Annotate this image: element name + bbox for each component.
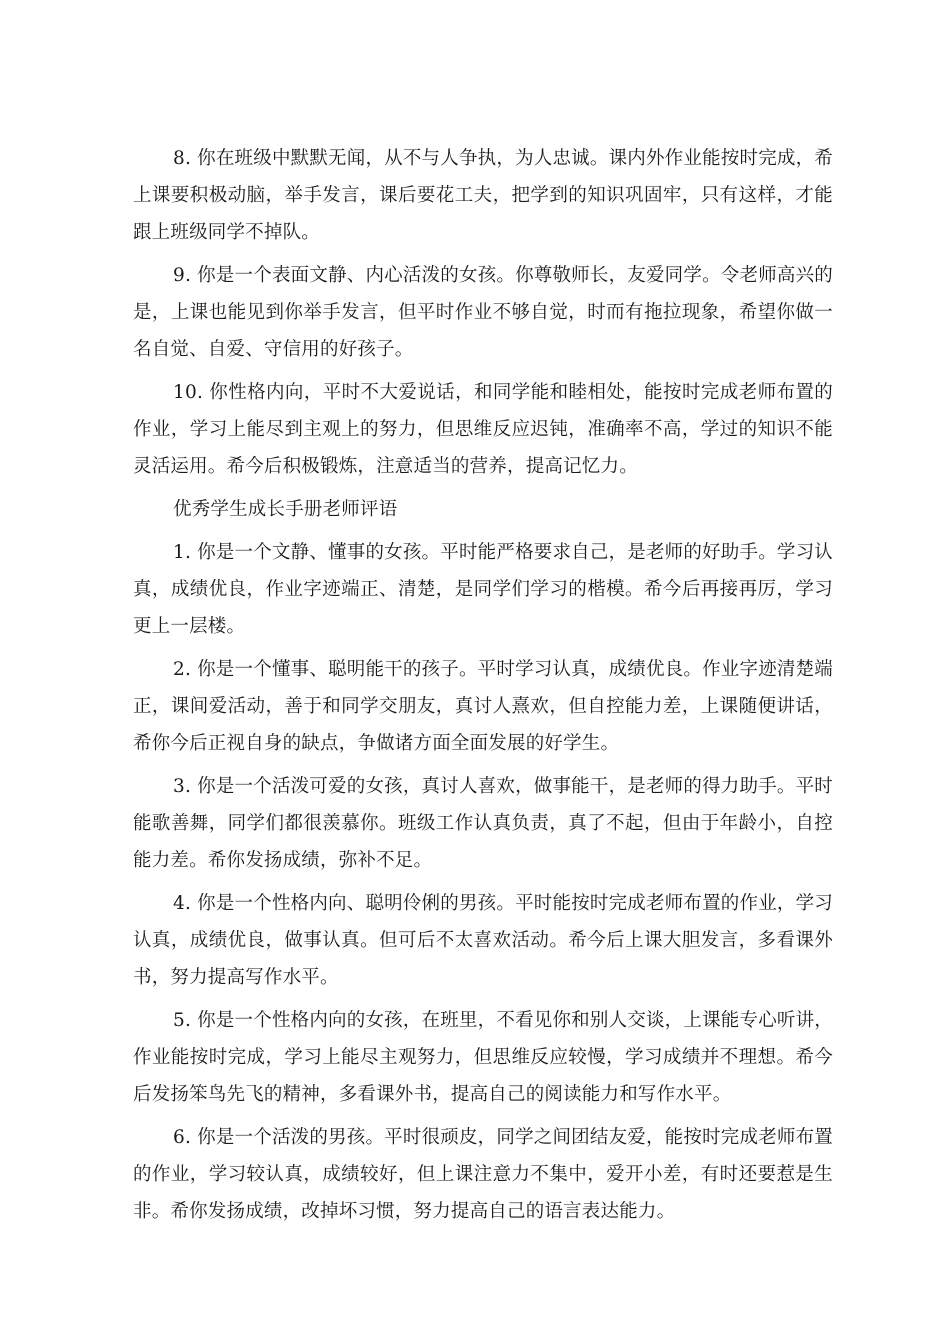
comment-paragraph-9: 9. 你是一个表面文静、内心活泼的女孩。你尊敬师长，友爱同学。令老师高兴的是，上课也能见到你举手发言，但平时作业不够自觉，时而有拖拉现象，希望你做一名自觉、自爱、守信用的好孩子。 [133,265,833,360]
comment-paragraph-4: 4. 你是一个性格内向、聪明伶俐的男孩。平时能按时完成老师布置的作业，学习认真，成绩优良，做事认真。但可后不太喜欢活动。希今后上课大胆发言，多看课外书，努力提高写作水平。 [133,893,833,988]
comment-paragraph-10: 10. 你性格内向，平时不大爱说话，和同学能和睦相处，能按时完成老师布置的作业，学习上能尽到主观上的努力，但思维反应迟钝，准确率不高，学过的知识不能灵活运用。希今后积极锻炼，注意适当的营养，提高记忆力。 [133,382,833,477]
comment-paragraph-8: 8. 你在班级中默默无闻，从不与人争执，为人忠诚。课内外作业能按时完成，希上课要积极动脑，举手发言，课后要花工夫，把学到的知识巩固牢，只有这样，才能跟上班级同学不掉队。 [133,148,833,243]
comment-paragraph-5: 5. 你是一个性格内向的女孩，在班里，不看见你和别人交谈，上课能专心听讲，作业能按时完成，学习上能尽主观努力，但思维反应较慢，学习成绩并不理想。希今后发扬笨鸟先飞的精神，多看课外书，提高自己的阅读能力和写作水平。 [133,1010,833,1105]
section-title: 优秀学生成长手册老师评语 [173,499,398,520]
comment-paragraph-1: 1. 你是一个文静、懂事的女孩。平时能严格要求自己，是老师的好助手。学习认真，成绩优良，作业字迹端正、清楚，是同学们学习的楷模。希今后再接再厉，学习更上一层楼。 [133,542,833,637]
document-body [133,140,833,1236]
comment-paragraph-6: 6. 你是一个活泼的男孩。平时很顽皮，同学之间团结友爱，能按时完成老师布置的作业，学习较认真，成绩较好，但上课注意力不集中，爱开小差，有时还要惹是生非。希你发扬成绩，改掉坏习惯，努力提高自己的语言表达能力。 [133,1127,833,1222]
comment-paragraph-3: 3. 你是一个活泼可爱的女孩，真讨人喜欢，做事能干，是老师的得力助手。平时能歌善舞，同学们都很羡慕你。班级工作认真负责，真了不起，但由于年龄小，自控能力差。希你发扬成绩，弥补不足。 [133,776,833,871]
comment-paragraph-2: 2. 你是一个懂事、聪明能干的孩子。平时学习认真，成绩优良。作业字迹清楚端正，课间爱活动，善于和同学交朋友，真讨人熹欢，但自控能力差，上课随便讲话，希你今后正视自身的缺点，争做诸方面全面发展的好学生。 [133,659,833,754]
